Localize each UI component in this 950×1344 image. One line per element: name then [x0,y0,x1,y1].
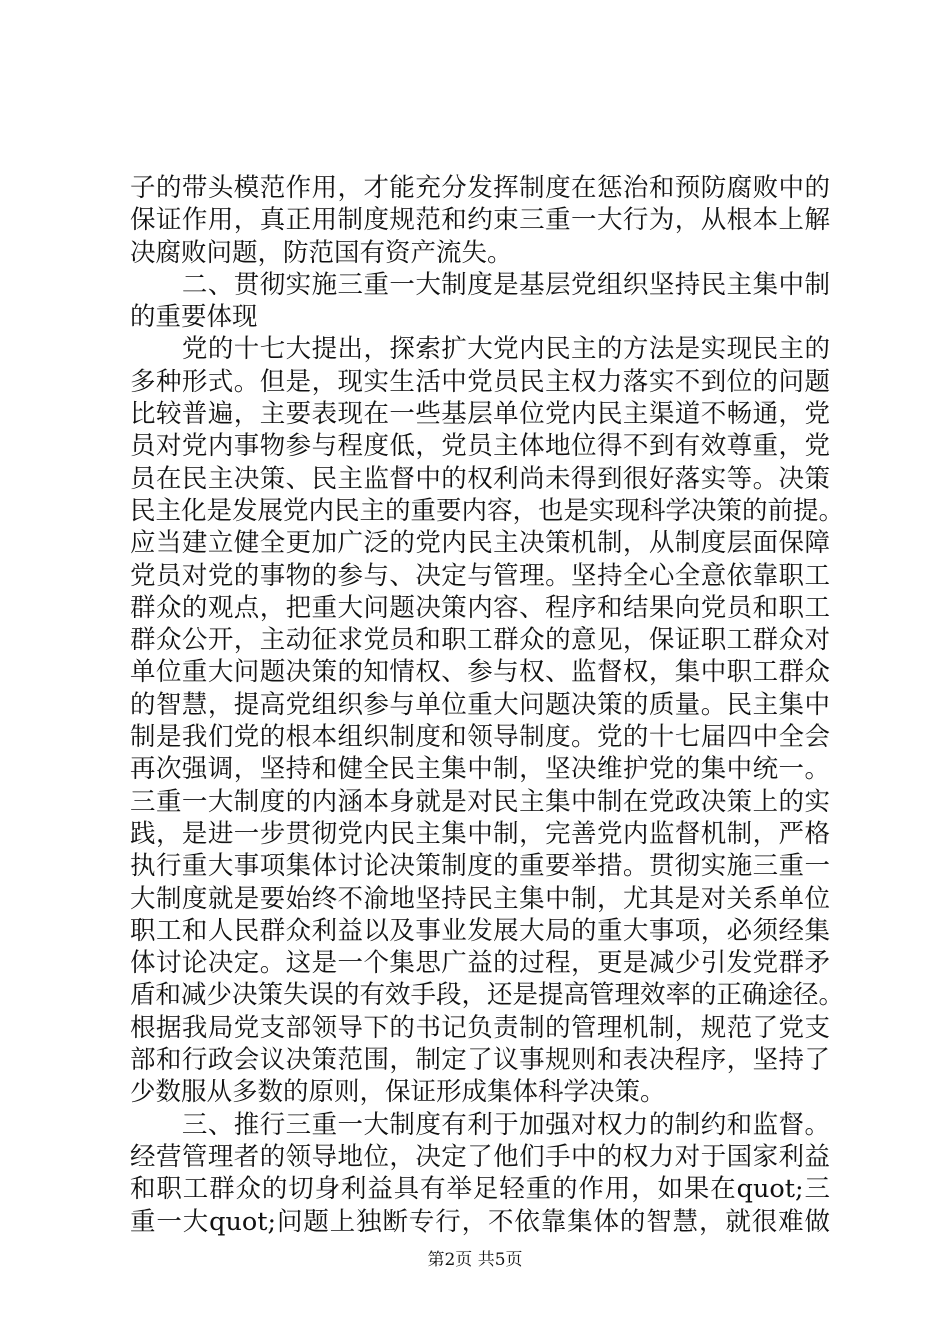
text-line: 少数服从多数的原则，保证形成集体科学决策。 [130,1077,666,1108]
text-line: 的智慧，提高党组织参与单位重大问题决策的质量。民主集中 [130,689,830,720]
text-line: 制是我们党的根本组织制度和领导制度。党的十七届四中全会 [130,722,830,753]
text-line: 重一大quot;问题上独断专行，不依靠集体的智慧，就很难做 [130,1206,830,1237]
text-line: 大制度就是要始终不渝地坚持民主集中制，尤其是对关系单位 [130,883,830,914]
text-line: 部和行政会议决策范围，制定了议事规则和表决程序，坚持了 [130,1045,830,1076]
text-line: 比较普遍，主要表现在一些基层单位党内民主渠道不畅通，党 [130,399,830,430]
text-line: 和职工群众的切身利益具有举足轻重的作用，如果在quot;三 [130,1174,830,1205]
text-line: 再次强调，坚持和健全民主集中制，坚决维护党的集中统一。 [130,754,830,785]
text-line: 应当建立健全更加广泛的党内民主决策机制，从制度层面保障 [130,528,830,559]
text-line: 员对党内事物参与程度低，党员主体地位得不到有效尊重，党 [130,431,830,462]
text-line: 的重要体现 [130,302,258,333]
text-line: 体讨论决定。这是一个集思广益的过程，更是减少引发党群矛 [130,948,830,979]
text-line: 决腐败问题，防范国有资产流失。 [130,237,513,268]
text-line: 经营管理者的领导地位，决定了他们手中的权力对于国家利益 [130,1141,830,1172]
page-footer: 第2页 共5页 [427,1250,523,1270]
text-line: 员在民主决策、民主监督中的权利尚未得到很好落实等。决策 [130,463,830,494]
text-line: 党员对党的事物的参与、决定与管理。坚持全心全意依靠职工 [130,560,830,591]
text-line: 单位重大问题决策的知情权、参与权、监督权，集中职工群众 [130,657,830,688]
text-line: 执行重大事项集体讨论决策制度的重要举措。贯彻实施三重一 [130,851,830,882]
text-line: 多种形式。但是，现实生活中党员民主权力落实不到位的问题 [130,366,830,397]
text-line: 践，是进一步贯彻党内民主集中制，完善党内监督机制，严格 [130,818,830,849]
text-line: 职工和人民群众利益以及事业发展大局的重大事项，必须经集 [130,915,830,946]
text-line: 民主化是发展党内民主的重要内容，也是实现科学决策的前提。 [130,495,845,526]
text-line: 根据我局党支部领导下的书记负责制的管理机制，规范了党支 [130,1012,830,1043]
document-body [130,172,845,1238]
text-line: 二、贯彻实施三重一大制度是基层党组织坚持民主集中制 [130,269,830,300]
text-line: 子的带头模范作用，才能充分发挥制度在惩治和预防腐败中的 [130,173,830,203]
text-line: 群众的观点，把重大问题决策内容、程序和结果向党员和职工 [130,592,830,623]
text-line: 保证作用，真正用制度规范和约束三重一大行为，从根本上解 [130,205,830,236]
text-line: 盾和减少决策失误的有效手段，还是提高管理效率的正确途径。 [130,980,845,1011]
text-line: 党的十七大提出，探索扩大党内民主的方法是实现民主的 [130,334,830,365]
text-line: 三、推行三重一大制度有利于加强对权力的制约和监督。 [130,1109,830,1140]
text-line: 三重一大制度的内涵本身就是对民主集中制在党政决策上的实 [130,786,830,817]
text-line: 群众公开，主动征求党员和职工群众的意见，保证职工群众对 [130,625,830,656]
